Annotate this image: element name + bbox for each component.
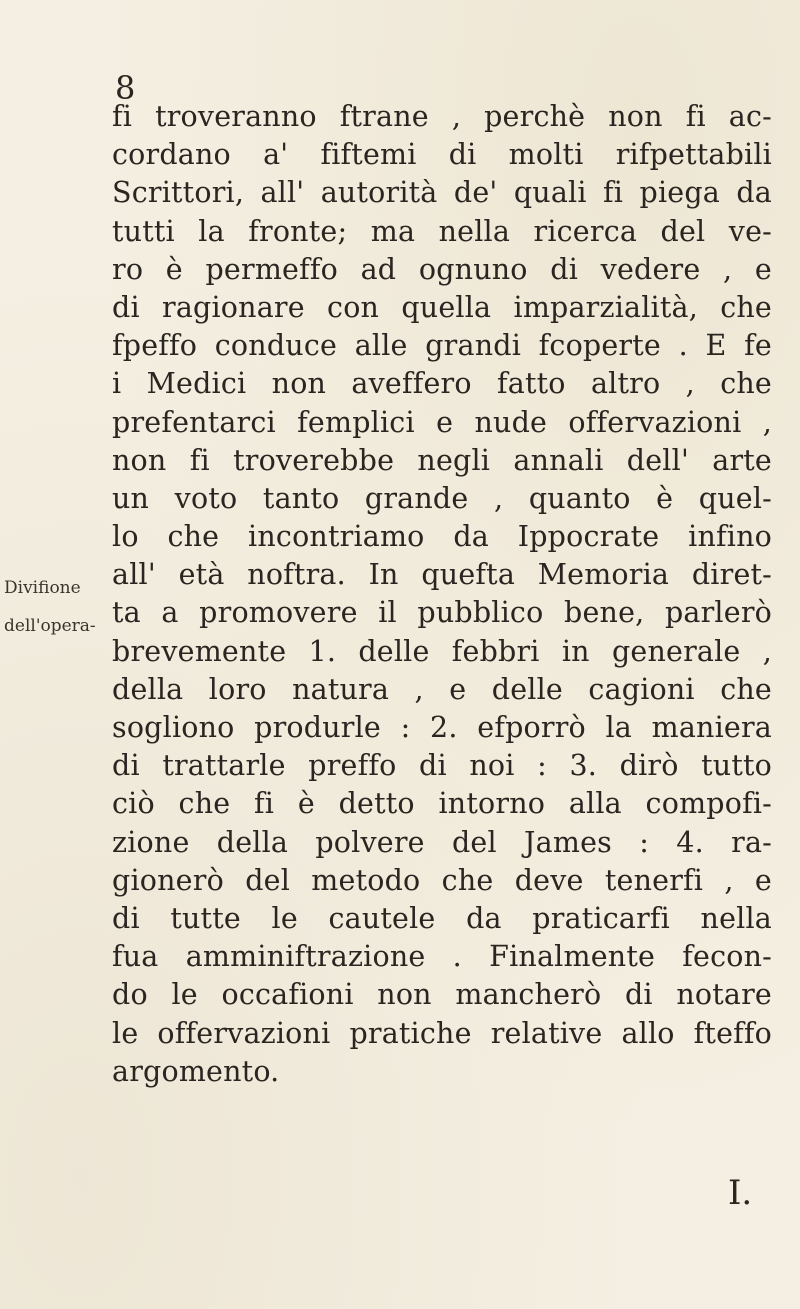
text-line: brevemente 1. delle febbri in generale , xyxy=(112,634,772,668)
text-line: fi troveranno ftrane , perchè non fi ac- xyxy=(112,100,772,133)
text-line: della loro natura , e delle cagioni che xyxy=(112,672,772,706)
page-number: 8 xyxy=(115,69,136,107)
body-text xyxy=(112,98,772,1091)
text-line: gionerò del metodo che deve tenerfi , e xyxy=(112,863,772,897)
text-line: fpeffo conduce alle grandi fcoperte . E fe xyxy=(112,329,772,363)
text-line: di trattarle preffo di noi : 3. dirò tutto xyxy=(112,749,772,783)
margin-note-line-2: dell'opera- xyxy=(4,616,96,636)
text-line-last: argomento. xyxy=(112,1054,280,1088)
margin-note-line-1: Divifione xyxy=(4,578,81,598)
catchword: I. xyxy=(728,1173,753,1213)
text-line: do le occafioni non mancherò di notare xyxy=(112,978,772,1012)
text-line: ro è permeffo ad ognuno di vedere , e xyxy=(112,252,772,286)
text-line: non fi troverebbe negli annali dell' arte xyxy=(112,443,772,477)
text-line: le offervazioni pratiche relative allo fteffo xyxy=(112,1016,772,1050)
text-line: Scrittori, all' autorità de' quali fi piega da xyxy=(112,176,772,210)
text-line: lo che incontriamo da Ippocrate infino xyxy=(112,520,772,554)
text-line: cordano a' fiftemi di molti rifpettabili xyxy=(112,138,772,172)
text-line: i Medici non aveffero fatto altro , che xyxy=(112,367,772,401)
text-line: sogliono produrle : 2. efporrò la maniera xyxy=(112,711,772,744)
text-line: prefentarci femplici e nude offervazioni , xyxy=(112,405,772,439)
text-line: di ragionare con quella imparzialità, che xyxy=(112,290,772,324)
text-line: ciò che fi è detto intorno alla compofi- xyxy=(112,787,772,821)
text-line: un voto tanto grande , quanto è quel- xyxy=(112,481,772,515)
text-line: fua amminiftrazione . Finalmente fecon- xyxy=(112,940,772,974)
text-line: tutti la fronte; ma nella ricerca del ve- xyxy=(112,214,772,248)
text-line: di tutte le cautele da praticarfi nella xyxy=(112,901,772,935)
text-line: ta a promovere il pubblico bene, parlerò xyxy=(112,596,772,630)
text-line: zione della polvere del James : 4. ra- xyxy=(112,825,772,859)
text-line: all' età noftra. In quefta Memoria diret- xyxy=(112,558,772,592)
